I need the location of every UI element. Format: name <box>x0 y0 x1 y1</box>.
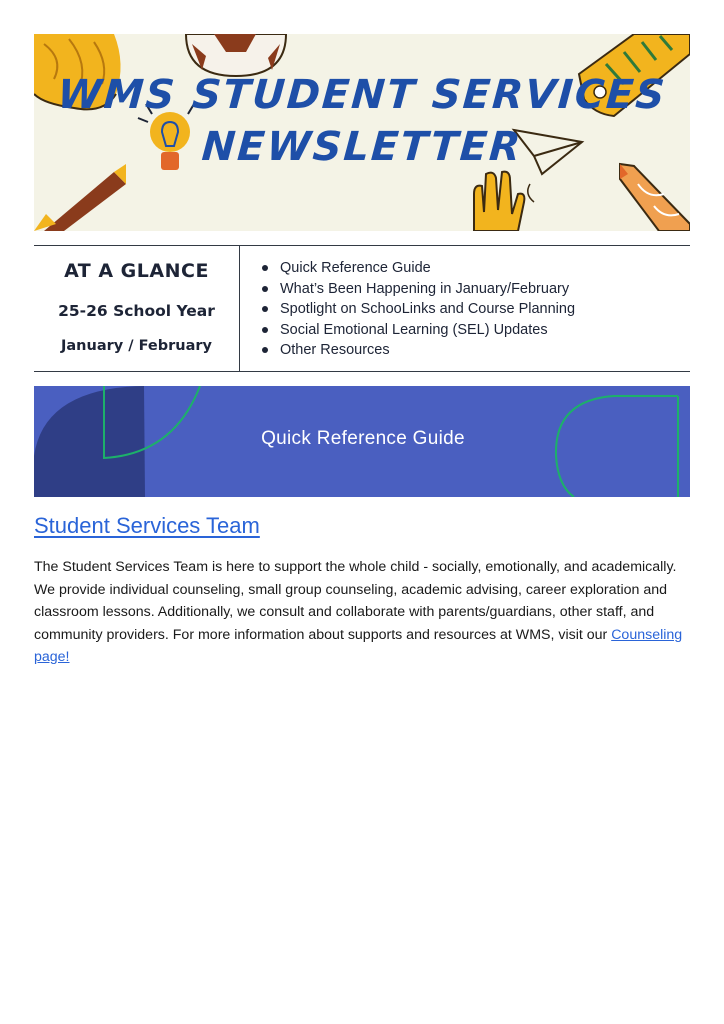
list-item <box>260 340 575 361</box>
list-item <box>260 299 575 320</box>
at-a-glance-title: AT A GLANCE <box>64 260 209 282</box>
crayon-icon <box>620 164 690 231</box>
list-item-label: Other Resources <box>280 342 390 359</box>
at-a-glance-table <box>34 245 690 372</box>
soccer-ball-icon <box>186 34 286 76</box>
bullet-icon <box>262 347 268 353</box>
contents-list <box>260 258 575 361</box>
banner-title-line1: WMS STUDENT SERVICES <box>56 72 668 118</box>
school-year-label: 25-26 School Year <box>58 302 215 320</box>
banner-title-line2: NEWSLETTER <box>200 124 524 170</box>
list-item-label: What’s Been Happening in January/February <box>280 280 570 297</box>
team-description-text: The Student Services Team is here to support the whole child - socially, emotionally, and academically. We provide individual counseling, small group counseling, academic advising, career exploration and classroom lessons. Additionally, we consult and collaborate with parents/guardians, other staff, and community providers. For more information about supports and resources at WMS, visit our <box>34 559 677 643</box>
months-label: January / February <box>61 338 212 354</box>
pencil-icon <box>34 164 126 231</box>
bullet-icon <box>262 306 268 312</box>
newsletter-banner <box>34 34 690 231</box>
list-item-label: Spotlight on SchooLinks and Course Planning <box>280 301 576 318</box>
list-item-label: Quick Reference Guide <box>280 260 431 276</box>
bullet-icon <box>262 265 268 271</box>
bullet-icon <box>262 327 268 333</box>
student-services-team-link[interactable]: Student Services Team <box>34 513 260 538</box>
list-item <box>260 279 575 300</box>
list-item <box>260 258 575 279</box>
at-a-glance-header-cell <box>34 246 240 371</box>
bullet-icon <box>262 286 268 292</box>
team-description <box>34 556 694 669</box>
section-title: Quick Reference Guide <box>261 428 465 449</box>
hand-icon <box>474 172 524 231</box>
list-item <box>260 320 575 341</box>
counseling-page-link[interactable]: Counseling page! <box>34 626 683 665</box>
section-banner <box>34 386 690 497</box>
list-item-label: Social Emotional Learning (SEL) Updates <box>280 321 548 338</box>
